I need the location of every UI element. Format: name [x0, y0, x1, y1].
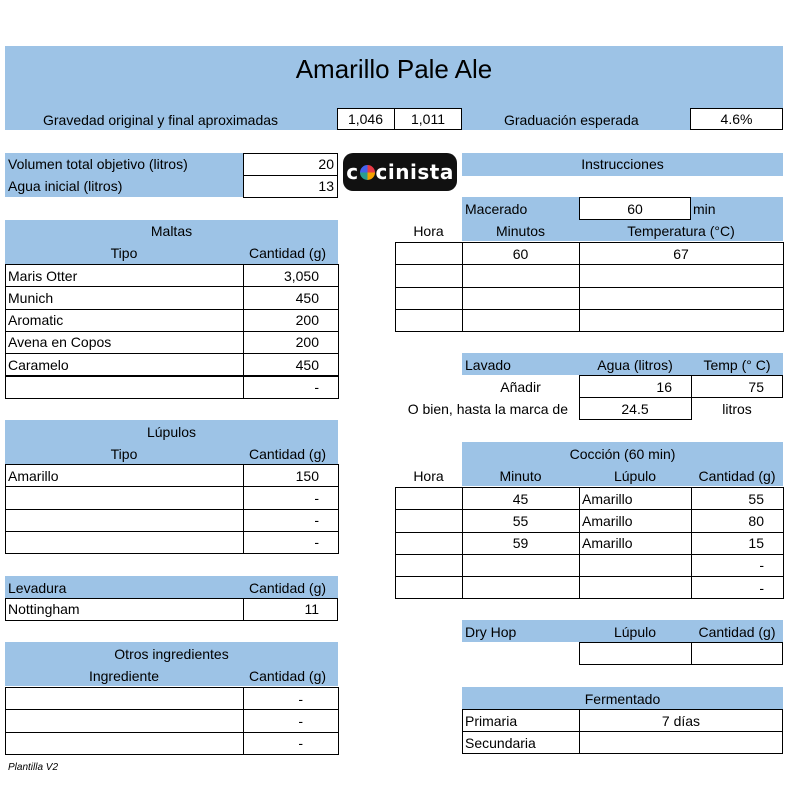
malta-tipo: Avena en Copos: [8, 334, 112, 351]
coccion-hora-cell[interactable]: [395, 487, 463, 510]
lupulo-tipo-cell[interactable]: [5, 531, 244, 554]
lavado-add-agua: 16: [656, 379, 672, 395]
malta-tipo: Munich: [8, 289, 54, 306]
lavado-add-temp: 75: [748, 379, 764, 395]
volume-water-label: Agua inicial (litros): [8, 178, 123, 194]
dryhop-col-lup: Lúpulo: [613, 624, 657, 640]
fermentado-title: Fermentado: [584, 691, 661, 707]
coccion-col-min: Minuto: [499, 468, 542, 484]
coccion-cant: -: [759, 557, 764, 574]
otros-title: Otros ingredientes: [114, 646, 229, 662]
malta-cant: 450: [295, 356, 319, 373]
lavado-mark-value: 24.5: [621, 401, 649, 417]
malta-tipo-cell[interactable]: [5, 376, 244, 399]
coccion-min-cell[interactable]: [462, 576, 580, 599]
macerado-value: 60: [627, 201, 643, 217]
fermentado-secundaria-cell[interactable]: [579, 731, 783, 754]
coccion-hora-cell[interactable]: [395, 554, 463, 577]
coccion-lup: Amarillo: [582, 490, 633, 507]
lupulo-cant: -: [314, 512, 319, 529]
malta-cant: 200: [295, 312, 319, 329]
coccion-hora-cell[interactable]: [395, 509, 463, 532]
coccion-lup: Amarillo: [582, 535, 633, 552]
abv-label: Graduación esperada: [504, 112, 639, 128]
macerado-col-temp: Temperatura (°C): [627, 223, 735, 239]
footer-note: Plantilla V2: [8, 762, 59, 773]
coccion-cant: 15: [748, 535, 764, 552]
coccion-lup-cell[interactable]: [579, 554, 692, 577]
cocinista-logo: c cinista: [343, 153, 457, 191]
malta-tipo: Caramelo: [8, 356, 69, 373]
macerado-min: 60: [512, 245, 529, 262]
macerado-hora-cell[interactable]: [395, 264, 463, 287]
otro-cant: -: [298, 690, 303, 707]
macerado-temp-cell[interactable]: [579, 309, 784, 332]
lupulos-col-tipo: Tipo: [110, 446, 138, 462]
otros-col-cant: Cantidad (g): [249, 668, 327, 684]
macerado-hora-cell[interactable]: [395, 309, 463, 332]
coccion-col-hora: Hora: [413, 468, 444, 484]
coccion-lup-cell[interactable]: [579, 576, 692, 599]
lupulo-tipo-cell[interactable]: [5, 509, 244, 532]
page-title: Amarillo Pale Ale: [295, 54, 493, 84]
macerado-min-cell[interactable]: [462, 287, 580, 310]
otro-cant: -: [298, 735, 303, 752]
levadura-cant: 11: [304, 601, 319, 617]
lupulos-title: Lúpulos: [146, 424, 197, 440]
lavado-mark-label: O bien, hasta la marca de: [407, 401, 568, 417]
lupulo-cant: -: [314, 534, 319, 551]
maltas-col-cant: Cantidad (g): [249, 245, 327, 261]
coccion-lup: Amarillo: [582, 512, 633, 529]
instrucciones-title: Instrucciones: [581, 156, 664, 172]
levadura-title: Levadura: [8, 580, 67, 596]
macerado-col-min: Minutos: [495, 223, 546, 239]
lavado-col-temp: Temp (° C): [703, 357, 771, 373]
coccion-min-cell[interactable]: [462, 554, 580, 577]
otros-col-ing: Ingrediente: [88, 668, 160, 684]
volume-total-label: Volumen total objetivo (litros): [8, 156, 188, 172]
volume-water-value: 13: [318, 178, 334, 194]
lupulos-col-cant: Cantidad (g): [249, 446, 327, 462]
coccion-col-lup: Lúpulo: [613, 468, 657, 484]
fg-value: 1,011: [411, 111, 445, 127]
coccion-title: Cocción (60 min): [569, 446, 676, 462]
volume-total-value: 20: [318, 156, 334, 172]
malta-cant: 200: [295, 334, 319, 351]
levadura-col-cant: Cantidad (g): [249, 580, 327, 596]
malta-cant: 450: [295, 289, 319, 306]
otro-ing-cell[interactable]: [5, 732, 244, 755]
fermentado-primaria: 7 días: [661, 713, 701, 729]
dryhop-lup-cell[interactable]: [579, 642, 692, 665]
dryhop-col-cant: Cantidad (g): [698, 624, 776, 640]
lupulo-tipo: Amarillo: [8, 467, 59, 484]
maltas-col-tipo: Tipo: [110, 245, 138, 261]
macerado-unit: min: [693, 201, 716, 217]
otro-ing-cell[interactable]: [5, 687, 244, 710]
lupulo-cant: 150: [295, 467, 319, 484]
macerado-temp-cell[interactable]: [579, 287, 784, 310]
lavado-add-label: Añadir: [500, 379, 541, 395]
maltas-title: Maltas: [150, 223, 193, 239]
macerado-temp-cell[interactable]: [579, 264, 784, 287]
dryhop-label: Dry Hop: [465, 624, 517, 640]
macerado-hora-cell[interactable]: [395, 287, 463, 310]
levadura-name: Nottingham: [8, 601, 80, 617]
fermentado-primaria-label: Primaria: [465, 713, 518, 729]
gravity-label: Gravedad original y final aproximadas: [43, 112, 279, 128]
coccion-min: 45: [512, 490, 529, 507]
coccion-cant: -: [759, 579, 764, 596]
macerado-temp: 67: [673, 245, 689, 262]
malta-cant: 3,050: [283, 267, 319, 284]
coccion-hora-cell[interactable]: [395, 532, 463, 555]
coccion-min: 55: [512, 512, 529, 529]
otro-ing-cell[interactable]: [5, 709, 244, 732]
lupulo-tipo-cell[interactable]: [5, 486, 244, 509]
macerado-label: Macerado: [465, 201, 528, 217]
lavado-mark-unit: litros: [722, 401, 752, 417]
macerado-min-cell[interactable]: [462, 264, 580, 287]
malta-tipo: Maris Otter: [8, 267, 78, 284]
dryhop-cant-cell[interactable]: [691, 642, 783, 665]
lupulo-cant: -: [314, 489, 319, 506]
abv-value: 4.6%: [720, 111, 753, 127]
macerado-min-cell[interactable]: [462, 309, 580, 332]
macerado-col-hora: Hora: [413, 223, 444, 239]
lavado-label: Lavado: [465, 357, 511, 373]
coccion-min: 59: [512, 535, 529, 552]
coccion-cant: 80: [748, 512, 764, 529]
coccion-col-cant: Cantidad (g): [698, 468, 776, 484]
malta-cant: -: [314, 379, 319, 395]
malta-tipo: Aromatic: [8, 312, 64, 329]
logo-circle-icon: [360, 165, 375, 180]
coccion-hora-cell[interactable]: [395, 576, 463, 599]
fermentado-secundaria-label: Secundaria: [465, 735, 536, 751]
macerado-hora-cell[interactable]: [395, 242, 463, 265]
coccion-cant: 55: [748, 490, 764, 507]
og-value: 1,046: [347, 111, 383, 127]
otro-cant: -: [298, 712, 303, 729]
lavado-col-agua: Agua (litros): [597, 357, 673, 373]
